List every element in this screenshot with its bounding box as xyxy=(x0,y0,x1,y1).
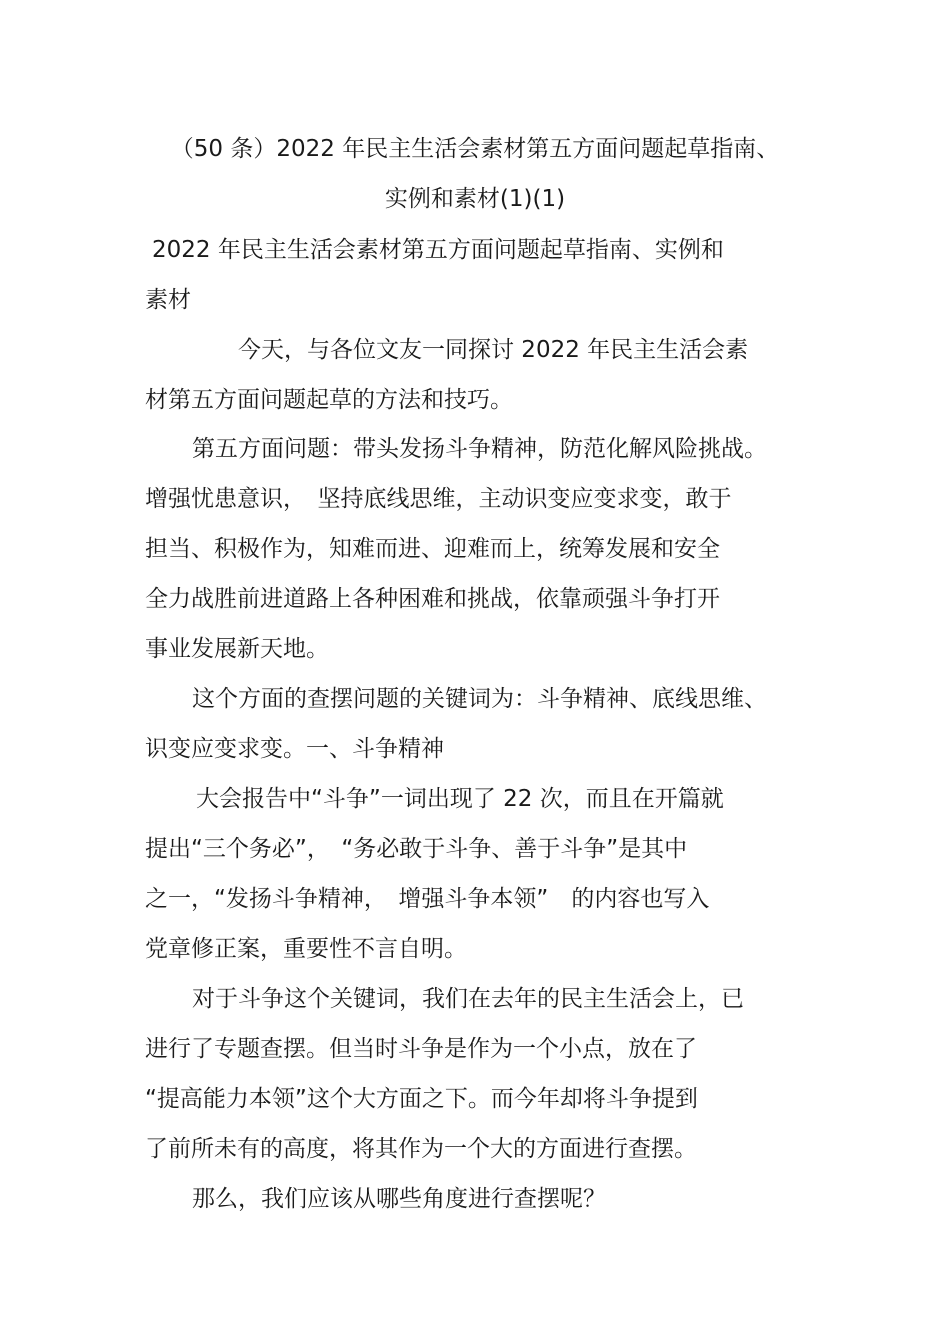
paragraph-line: 全力战胜前进道路上各种困难和挑战，依靠顽强斗争打开 xyxy=(145,586,720,612)
paragraph-line: 这个方面的查摆问题的关键词为：斗争精神、底线思维、 xyxy=(192,686,767,712)
paragraph-line: 那么，我们应该从哪些角度进行查摆呢？ xyxy=(192,1186,606,1212)
paragraph-line: 担当、积极作为，知难而进、迎难而上，统筹发展和安全 xyxy=(145,536,720,562)
paragraph-line: 识变应变求变。一、斗争精神 xyxy=(145,736,444,762)
paragraph-line: 进行了专题查摆。但当时斗争是作为一个小点，放在了 xyxy=(145,1036,697,1062)
paragraph-line: 第五方面问题：带头发扬斗争精神，防范化解风险挑战。 xyxy=(192,436,767,462)
subtitle-line-2: 素材 xyxy=(145,287,191,313)
paragraph-line: 对于斗争这个关键词，我们在去年的民主生活会上，已 xyxy=(192,986,744,1012)
paragraph-line: 党章修正案，重要性不言自明。 xyxy=(145,936,467,962)
paragraph-line: 之一，“发扬斗争精神， 增强斗争本领” 的内容也写入 xyxy=(145,886,710,912)
paragraph-line: 今天，与各位文友一同探讨 2022 年民主生活会素 xyxy=(238,337,749,363)
paragraph-line: 材第五方面问题起草的方法和技巧。 xyxy=(145,387,513,413)
paragraph-line: 增强忧患意识， 坚持底线思维，主动识变应变求变，敢于 xyxy=(145,486,732,512)
paragraph-line: 提出“三个务必”， “务必敢于斗争、善于斗争”是其中 xyxy=(145,836,688,862)
paragraph-line: “提高能力本领”这个大方面之下。而今年却将斗争提到 xyxy=(145,1086,698,1112)
paragraph-line: 了前所未有的高度，将其作为一个大的方面进行查摆。 xyxy=(145,1136,697,1162)
document-title-line-1: （50 条）2022 年民主生活会素材第五方面问题起草指南、 xyxy=(170,136,780,162)
subtitle-line-1: 2022 年民主生活会素材第五方面问题起草指南、实例和 xyxy=(152,237,724,263)
paragraph-line: 事业发展新天地。 xyxy=(145,636,329,662)
paragraph-line: 大会报告中“斗争”一词出现了 22 次，而且在开篇就 xyxy=(196,786,724,812)
document-title-line-2: 实例和素材(1)(1) xyxy=(384,186,566,212)
